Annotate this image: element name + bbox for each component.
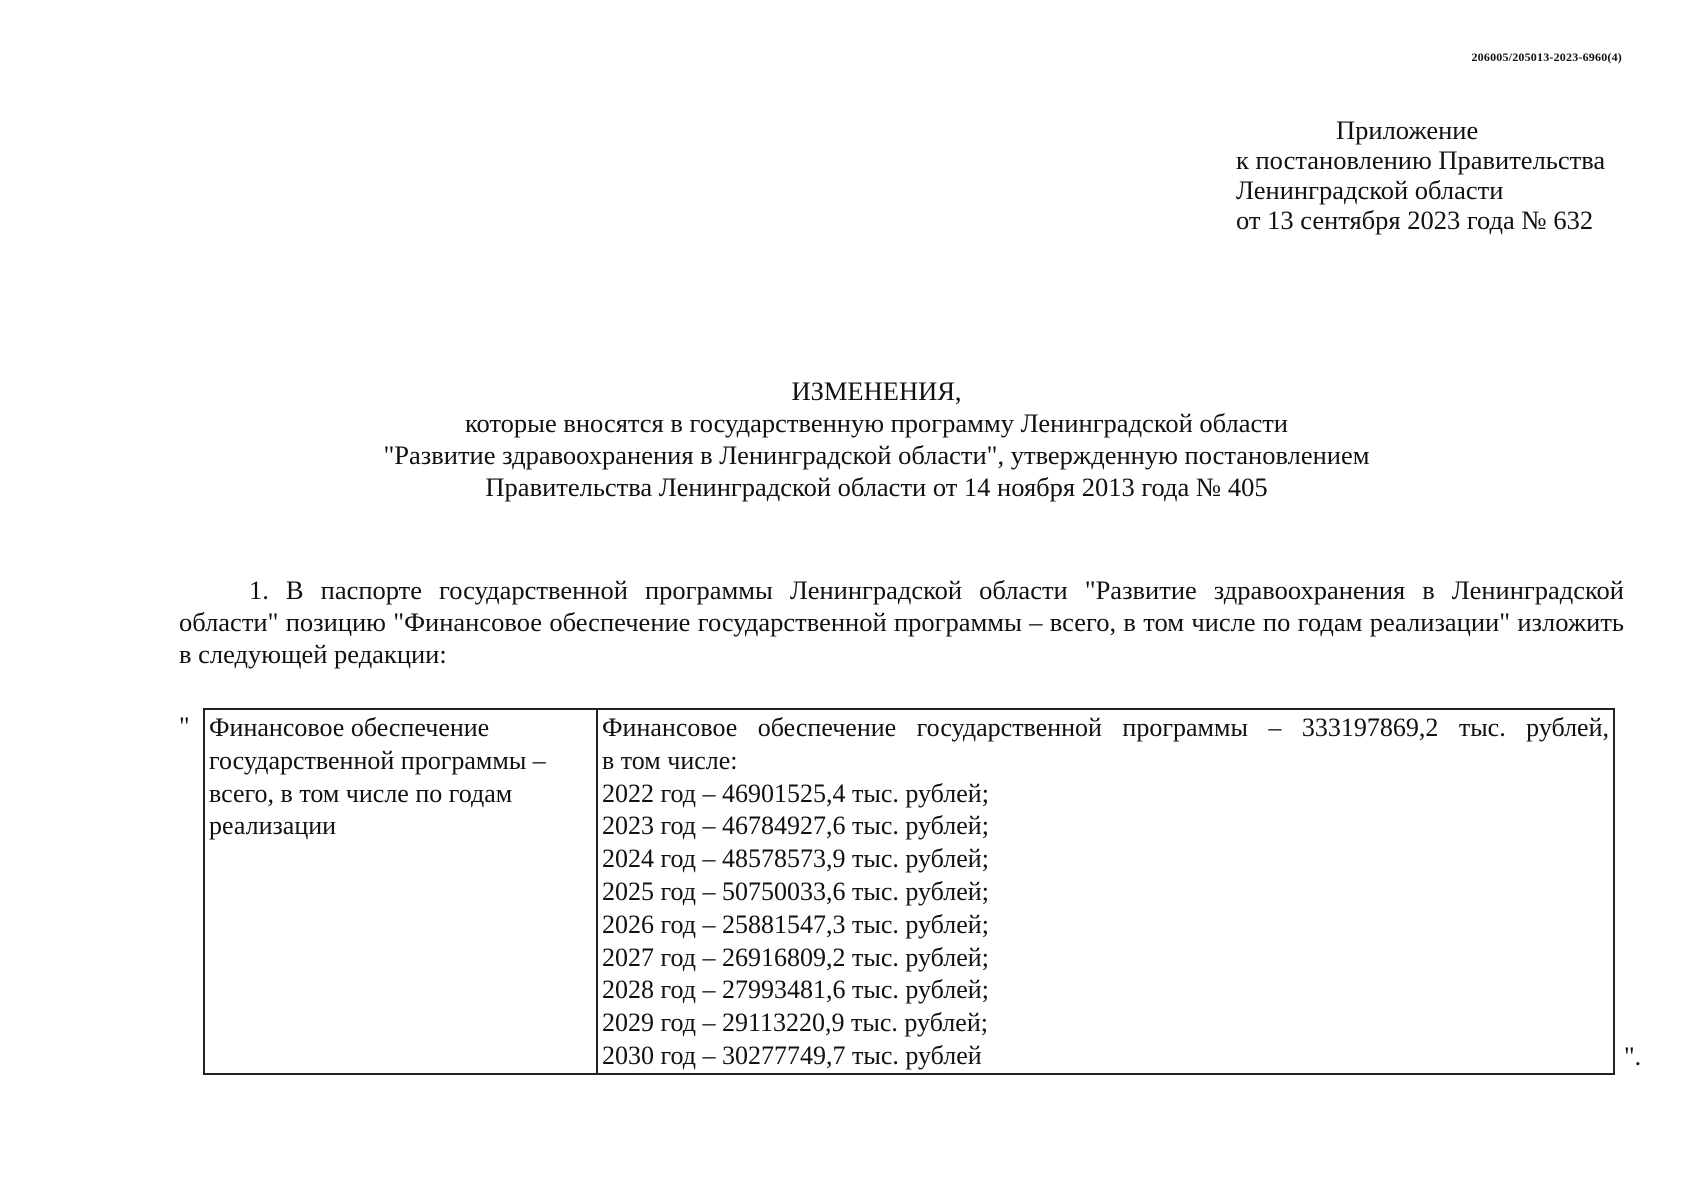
appendix-line: к постановлению Правительства [1236, 145, 1606, 175]
title-line: "Развитие здравоохранения в Ленинградской области", утвержденную постановлением [383, 440, 1370, 470]
year-financing-line: 2023 год – 46784927,6 тыс. рублей; [602, 811, 989, 841]
year-financing-line: 2028 год – 27993481,6 тыс. рублей; [602, 975, 989, 1005]
document-title [0, 375, 1697, 503]
year-financing-line: 2029 год – 29113220,9 тыс. рублей; [602, 1008, 988, 1038]
subtotal-intro: в том числе: [602, 745, 738, 775]
appendix-date-line: от 13 сентября 2023 года № 632 [1236, 205, 1594, 235]
total-financing: Финансовое обеспечение государственной программы – 333197869,2 тыс. рублей, [602, 713, 1609, 742]
closing-quote: ". [1624, 1042, 1642, 1071]
appendix-title: Приложение [1336, 115, 1479, 145]
financing-values-cell [597, 709, 1614, 1074]
year-financing-line: 2024 год – 48578573,9 тыс. рублей; [602, 844, 989, 874]
table-row [204, 709, 1614, 1074]
title-heading: ИЗМЕНЕНИЯ, [791, 376, 962, 406]
position-name-cell: Финансовое обеспечение государственной программы – всего, в том числе по годам реализации [204, 709, 597, 1074]
paragraph-1: 1. В паспорте государственной программы Ленинградской области "Развитие здравоохранения в Ленинградской области" позицию "Финансовое обеспечение государственной программы – всего, в том числе по годам реализации" изложить в следующей редакции: [179, 575, 1624, 669]
title-line: которые вносятся в государственную программу Ленинградской области [464, 408, 1288, 438]
year-financing-line: 2026 год – 25881547,3 тыс. рублей; [602, 909, 989, 939]
opening-quote: " [179, 712, 190, 741]
year-financing-line: 2022 год – 46901525,4 тыс. рублей; [602, 778, 989, 808]
document-code: 206005/205013-2023-6960(4) [1471, 50, 1622, 64]
financing-table [203, 708, 1615, 1075]
appendix-header [1236, 115, 1605, 235]
title-line: Правительства Ленинградской области от 14 ноября 2013 года № 405 [485, 472, 1268, 502]
year-financing-line: 2030 год – 30277749,7 тыс. рублей [602, 1040, 982, 1070]
year-financing-line: 2027 год – 26916809,2 тыс. рублей; [602, 942, 989, 972]
appendix-line: Ленинградской области [1236, 175, 1504, 205]
year-financing-line: 2025 год – 50750033,6 тыс. рублей; [602, 876, 989, 906]
